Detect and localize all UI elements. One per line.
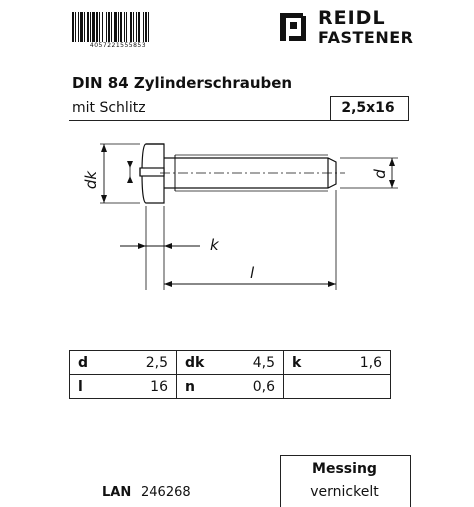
spec-row xyxy=(70,351,391,375)
brand-subname: FASTENER xyxy=(318,28,414,47)
lan-label: LAN xyxy=(102,485,132,500)
material-name: Messing xyxy=(312,461,377,477)
screw-drawing xyxy=(60,128,420,306)
size-topline xyxy=(330,96,409,97)
spec-row xyxy=(70,375,391,399)
product-size: 2,5x16 xyxy=(341,100,395,116)
material-finish: vernickelt xyxy=(310,484,379,500)
spec-value: 4,5 xyxy=(213,351,284,375)
spec-value: 0,6 xyxy=(213,375,284,399)
spec-empty-cell xyxy=(284,375,391,399)
brand-name: REIDL xyxy=(318,7,386,29)
size-rightline xyxy=(408,96,409,121)
title-underline xyxy=(69,120,409,121)
size-divider xyxy=(330,96,331,121)
dim-label-k: k xyxy=(210,236,219,254)
spec-value: 2,5 xyxy=(106,351,177,375)
dim-label-dk: dk xyxy=(82,170,100,190)
reidl-logo-icon xyxy=(277,10,309,44)
spec-table xyxy=(69,350,391,399)
spec-key: n xyxy=(177,375,214,399)
spec-key: d xyxy=(70,351,107,375)
spec-key: l xyxy=(70,375,107,399)
product-subtitle: mit Schlitz xyxy=(72,100,146,116)
dim-label-l: l xyxy=(250,264,255,282)
spec-key: dk xyxy=(177,351,214,375)
dim-label-d: d xyxy=(371,169,389,179)
lan-value: 246268 xyxy=(141,485,191,500)
spec-value: 1,6 xyxy=(320,351,391,375)
barcode-number: 4057221555853 xyxy=(89,42,147,49)
product-title: DIN 84 Zylinderschrauben xyxy=(72,74,293,92)
spec-value: 16 xyxy=(106,375,177,399)
barcode xyxy=(72,12,164,42)
spec-key: k xyxy=(284,351,321,375)
